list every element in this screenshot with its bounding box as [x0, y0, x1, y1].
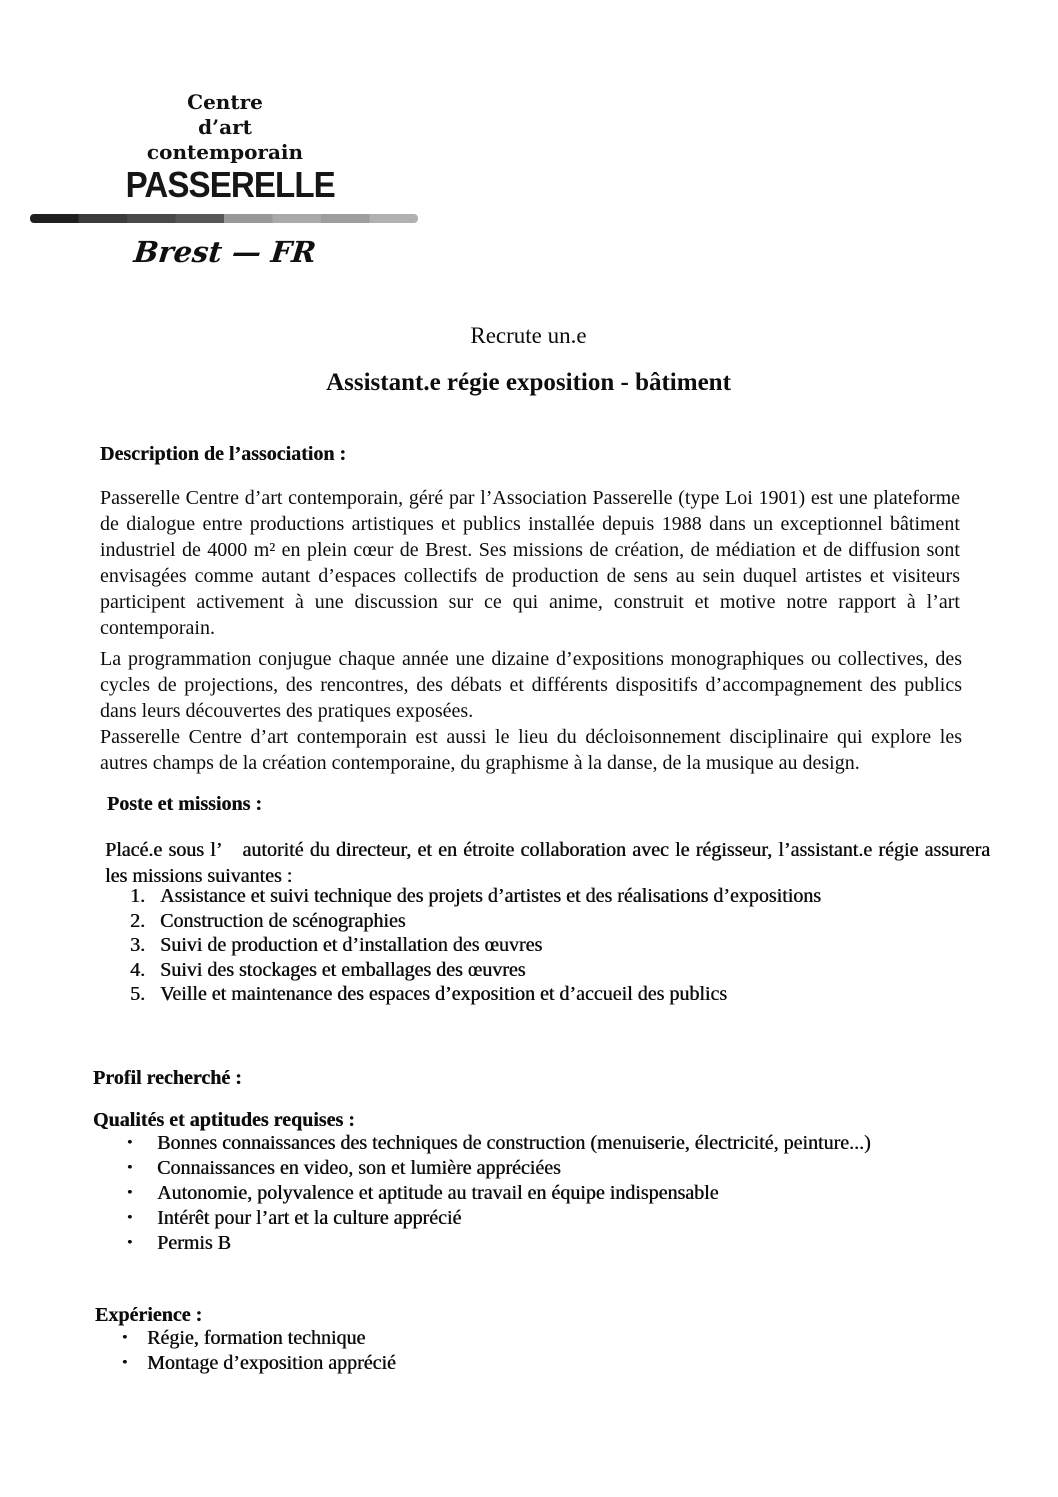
qualites-list [127, 1131, 987, 1256]
poste-heading: Poste et missions : [107, 793, 262, 815]
list-item [122, 1351, 982, 1376]
mission-number: 4. [130, 958, 145, 981]
logo-location: Brest — FR [132, 235, 318, 269]
mission-text: Veille et maintenance des espaces d’exposition et d’accueil des publics [160, 983, 728, 1006]
list-item [127, 1156, 987, 1181]
item-text: Autonomie, polyvalence et aptitude au travail en équipe indispensable [157, 1182, 719, 1204]
list-item [127, 1231, 987, 1256]
bullet-icon: • [127, 1210, 133, 1226]
item-text: Régie, formation technique [147, 1327, 366, 1349]
mission-number: 3. [130, 934, 145, 957]
description-paragraph-1: Passerelle Centre d’art contemporain, géré par l’Association Passerelle (type Loi 1901) est une plateforme de dialogue entre productions artistiques et publics installée depuis 1988 dans un exceptionnel bâtiment industriel de 4000 m² en plein cœur de Brest. Ses missions de création, de médiation et de diffusion sont envisagées comme autant d’espaces collectifs de production de sens au sein duquel artistes et visiteurs participent activement à une discussion sur ce qui anime, construit et motive notre rapport à l’art contemporain. [100, 487, 960, 639]
recruit-line: Recrute un.e [470, 323, 587, 348]
mission-item [130, 909, 990, 934]
missions-list [130, 884, 990, 1007]
bullet-icon: • [127, 1185, 133, 1201]
item-text: Intérêt pour l’art et la culture apprécié [157, 1207, 462, 1229]
item-text: Montage d’exposition apprécié [147, 1352, 396, 1374]
logo-tagline-line-2: d’art [198, 115, 252, 139]
description-paragraph-2: La programmation conjugue chaque année une dizaine d’expositions monographiques ou collectives, des cycles de projections, des rencontres, des débats et différents dispositifs d’accompagnement des publics dans leurs découvertes des pratiques exposées. [100, 648, 962, 722]
experience-list [122, 1326, 982, 1376]
mission-item [130, 958, 990, 983]
list-item [122, 1326, 982, 1351]
logo-tagline-line-3: contemporain [146, 140, 304, 164]
experience-heading: Expérience : [95, 1304, 203, 1326]
logo-wordmark: PASSERELLE [125, 164, 335, 205]
mission-text: Assistance et suivi technique des projets d’artistes et des réalisations d’expositions [160, 885, 821, 907]
bullet-icon: • [127, 1235, 133, 1251]
bullet-icon: • [127, 1135, 133, 1151]
mission-item [130, 884, 990, 909]
item-text: Bonnes connaissances des techniques de construction (menuiserie, électricité, peinture...) [157, 1132, 871, 1154]
bullet-icon: • [122, 1330, 128, 1346]
mission-text: Construction de scénographies [160, 909, 406, 932]
list-item [127, 1206, 987, 1231]
poste-intro: Placé.e sous l’ autorité du directeur, et en étroite collaboration avec le régisseur, l’assistant.e régie assurera les missions suivantes : [105, 839, 990, 887]
mission-number: 5. [130, 983, 145, 1006]
mission-number: 1. [130, 885, 145, 907]
list-item [127, 1131, 987, 1156]
item-text: Permis B [157, 1232, 231, 1254]
profil-heading: Profil recherché : [93, 1067, 242, 1089]
description-paragraph-block-2 [100, 646, 962, 776]
logo-tagline-line-1: Centre [187, 90, 263, 114]
mission-text: Suivi de production et d’installation des œuvres [160, 934, 543, 957]
job-title: Assistant.e régie exposition - bâtiment [326, 369, 731, 396]
bullet-icon: • [122, 1355, 128, 1371]
logo-tagline [117, 90, 333, 165]
mission-text: Suivi des stockages et emballages des œuvres [160, 958, 526, 981]
bullet-icon: • [127, 1160, 133, 1176]
qualites-heading: Qualités et aptitudes requises : [93, 1109, 355, 1131]
description-paragraph-3: Passerelle Centre d’art contemporain est aussi le lieu du décloisonnement disciplinaire qui explore les autres champs de la création contemporaine, du graphisme à la danse, de la musique au design. [100, 726, 962, 774]
list-item [127, 1181, 987, 1206]
item-text: Connaissances en video, son et lumière appréciées [157, 1157, 561, 1179]
logo-gradient-bar [30, 214, 418, 223]
mission-item [130, 982, 990, 1007]
mission-number: 2. [130, 909, 145, 932]
description-heading: Description de l’association : [100, 443, 347, 465]
mission-item [130, 933, 990, 958]
